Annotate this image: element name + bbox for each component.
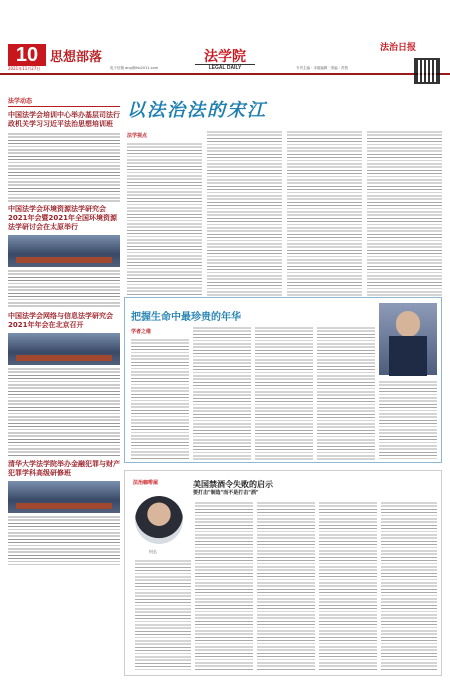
article-text — [287, 130, 362, 298]
article-text — [255, 326, 313, 460]
news-photo — [8, 333, 120, 365]
author-photo — [135, 496, 183, 544]
article-text — [379, 380, 437, 460]
news-text — [8, 367, 120, 457]
top-article-column-head: 法学视点 — [127, 133, 148, 139]
article-text — [257, 501, 315, 671]
article-text — [207, 130, 282, 298]
column-title: 法学院 — [204, 49, 246, 65]
mid-article-title: 把握生命中最珍贵的年华 — [131, 312, 241, 323]
article-text — [195, 501, 253, 671]
article-text — [135, 559, 191, 671]
author-photo — [379, 303, 437, 375]
section-name: 思想部落 — [50, 50, 103, 65]
top-article-body — [127, 130, 442, 300]
news-photo — [8, 235, 120, 267]
news-title: 中国法学会培训中心举办基层司法行政机关学习习近平法治思想培训班 — [8, 111, 120, 128]
news-text — [8, 269, 120, 309]
bottom-article-title: 美国禁酒令失败的启示 — [193, 480, 273, 489]
page-number: 10 — [8, 44, 46, 66]
qr-code-icon — [414, 58, 440, 84]
bottom-article — [124, 470, 442, 676]
article-text — [319, 501, 377, 671]
bottom-article-subtitle: 要打击"制造"而不是打击"酒" — [193, 490, 259, 496]
news-title: 中国法学会环境资源法学研究会2021年会暨2021年全国环境资源法学研讨会在太原举行 — [8, 205, 117, 231]
article-text — [367, 130, 442, 298]
article-text — [381, 501, 437, 671]
editors-line: 专刊主编 · 本版编辑 · 美编 · 责校 — [296, 66, 349, 70]
article-text — [317, 326, 375, 460]
masthead — [0, 0, 450, 75]
left-column — [8, 96, 120, 676]
issue-date: 2021年11月27日 — [8, 66, 41, 71]
top-article-title: 以法治法的宋江 — [127, 100, 267, 121]
article-text — [131, 338, 189, 460]
mid-column-head: 学者之维 — [131, 329, 152, 335]
article-text — [193, 326, 251, 460]
bottom-column-logo: 法治咖啡屋 — [133, 480, 159, 486]
author-name: 何玄 — [149, 549, 157, 554]
news-text — [8, 132, 120, 202]
news-title: 清华大学法学院举办金融犯罪与财产犯罪学科高级研修班 — [8, 460, 120, 477]
news-title: 中国法学会网络与信息法学研究会2021年年会在北京召开 — [8, 312, 113, 329]
column-subtitle: LEGAL DAILY — [195, 64, 255, 71]
news-text — [8, 515, 120, 565]
contact-mail: 电子信箱 ang@lhb2011.com — [110, 66, 159, 70]
mid-article — [124, 297, 442, 463]
paper-logo: 法治日报 — [380, 43, 417, 53]
top-article-banner — [127, 96, 442, 128]
news-photo — [8, 481, 120, 513]
article-text — [127, 142, 202, 298]
column-head: 法学动态 — [8, 96, 120, 107]
